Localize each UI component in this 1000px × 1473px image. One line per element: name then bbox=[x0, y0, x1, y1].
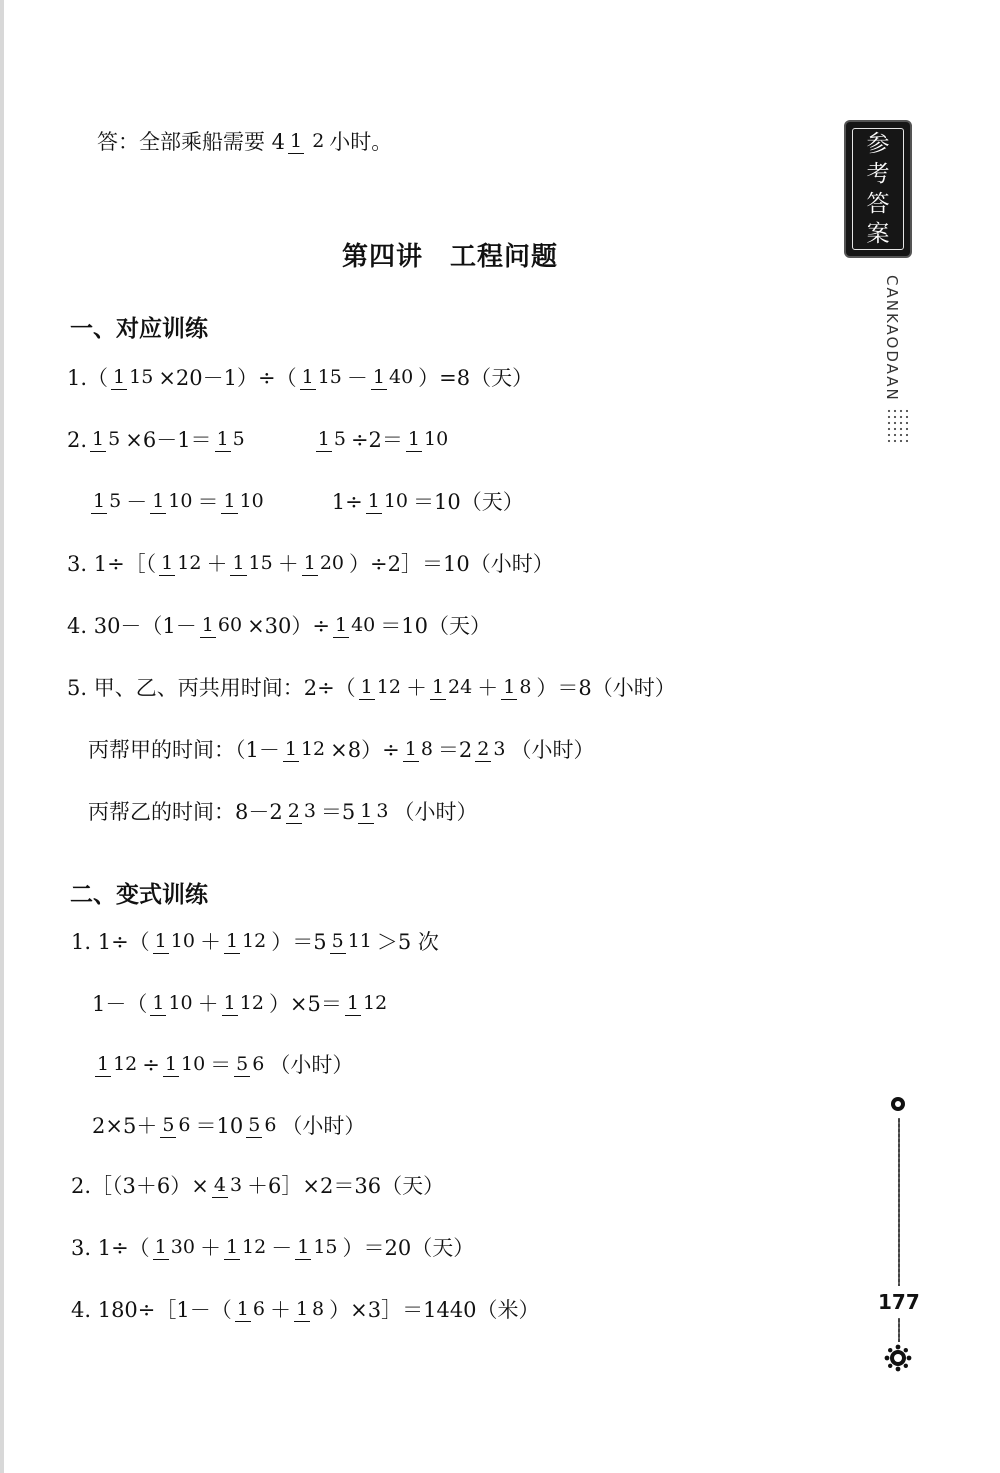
numerator: 1 bbox=[346, 992, 359, 1014]
denominator: 3 bbox=[493, 738, 506, 760]
answer-line bbox=[96, 130, 393, 154]
equation-text: ×30）÷ bbox=[247, 613, 330, 638]
equation-text: ）÷2］＝10（小时） bbox=[349, 551, 554, 576]
equation-line bbox=[66, 366, 534, 390]
equation-text: （小时） bbox=[510, 737, 595, 762]
fraction bbox=[358, 800, 390, 824]
sun-icon bbox=[884, 1344, 912, 1372]
equation-text: ）＝20（天） bbox=[342, 1235, 475, 1260]
equation-text: ）×3］＝1440（米） bbox=[329, 1297, 540, 1322]
equation-text bbox=[249, 430, 314, 451]
section-heading-2: 二、变式训练 bbox=[70, 882, 208, 908]
fraction bbox=[501, 676, 533, 700]
numerator: 1 bbox=[372, 366, 385, 388]
fraction bbox=[91, 490, 123, 514]
tab-char: 参 bbox=[866, 130, 890, 157]
denominator: 10 bbox=[168, 992, 193, 1014]
fraction bbox=[246, 1114, 278, 1138]
fraction bbox=[150, 992, 194, 1016]
numerator: 1 bbox=[407, 428, 420, 450]
equation-line bbox=[66, 614, 492, 638]
denominator: 12 bbox=[239, 992, 264, 1014]
fraction bbox=[224, 1236, 268, 1260]
fraction bbox=[294, 1298, 326, 1322]
equation-text: － bbox=[126, 489, 148, 514]
fraction bbox=[430, 676, 474, 700]
numerator: 1 bbox=[360, 800, 373, 822]
equation-text: ＝5 bbox=[320, 799, 356, 824]
denominator: 3 bbox=[376, 800, 389, 822]
equation-text: ＋ bbox=[405, 675, 427, 700]
page-number: 177 bbox=[878, 1290, 920, 1314]
denominator: 8 bbox=[519, 676, 532, 698]
numerator: 1 bbox=[164, 1053, 177, 1075]
equation-line bbox=[66, 428, 452, 452]
numerator: 1 bbox=[201, 614, 214, 636]
numerator: 1 bbox=[93, 490, 106, 512]
fraction bbox=[300, 366, 344, 390]
dotted-rule-top bbox=[898, 1118, 900, 1286]
fraction bbox=[371, 366, 415, 390]
denominator: 8 bbox=[420, 738, 433, 760]
equation-text: ×20－1）÷（ bbox=[158, 365, 297, 390]
tab-char: 答 bbox=[866, 190, 890, 217]
denominator: 3 bbox=[229, 1174, 243, 1196]
tab-border bbox=[852, 128, 904, 250]
equation-text: ＝10 bbox=[195, 1113, 244, 1138]
equation-text: ＋ bbox=[199, 929, 221, 954]
denominator: 6 bbox=[252, 1053, 265, 1075]
denominator: 12 bbox=[113, 1053, 138, 1075]
equation-text: ）＝8（小时） bbox=[536, 675, 676, 700]
numerator: 1 bbox=[154, 1236, 167, 1258]
numerator: 2 bbox=[477, 738, 490, 760]
denominator: 5 bbox=[109, 490, 122, 512]
denominator: 24 bbox=[448, 676, 473, 698]
numerator: 5 bbox=[248, 1114, 261, 1136]
numerator: 1 bbox=[503, 676, 516, 698]
numerator: 1 bbox=[152, 490, 165, 512]
fraction bbox=[330, 930, 374, 954]
equation-text: ＝10（天） bbox=[380, 613, 492, 638]
equation-line bbox=[66, 800, 478, 824]
denominator: 10 bbox=[424, 428, 449, 450]
dot-grid-ornament bbox=[886, 408, 908, 444]
equation-line bbox=[70, 1298, 541, 1322]
equation-text: 1÷ bbox=[268, 489, 363, 514]
denominator: 12 bbox=[376, 676, 401, 698]
answer-suffix: 小时。 bbox=[329, 129, 393, 154]
fraction bbox=[212, 1174, 244, 1198]
fraction bbox=[295, 1236, 339, 1260]
answer-key-tab bbox=[846, 122, 910, 256]
denominator: 11 bbox=[347, 930, 372, 952]
fraction bbox=[224, 930, 268, 954]
fraction bbox=[345, 992, 389, 1016]
numerator: 1 bbox=[223, 490, 236, 512]
denominator: 6 bbox=[178, 1114, 191, 1136]
fraction bbox=[200, 614, 244, 638]
equation-text: 3. 1÷［（ bbox=[67, 551, 157, 576]
equation-text bbox=[66, 492, 89, 513]
equation-text: ＝ bbox=[210, 1052, 232, 1077]
denominator: 40 bbox=[351, 614, 376, 636]
denominator: 12 bbox=[177, 552, 202, 574]
fraction bbox=[163, 1053, 207, 1077]
fraction bbox=[235, 1298, 267, 1322]
fraction bbox=[230, 552, 274, 576]
fraction bbox=[403, 738, 435, 762]
equation-line bbox=[70, 1053, 354, 1077]
fraction bbox=[283, 738, 327, 762]
lecture-title: 第四讲 工程问题 bbox=[341, 242, 558, 272]
equation-text: 4. 180÷［1－（ bbox=[71, 1297, 232, 1322]
equation-line bbox=[66, 552, 555, 576]
denominator: 10 bbox=[168, 490, 193, 512]
fraction bbox=[111, 366, 155, 390]
denominator: 12 bbox=[363, 992, 388, 1014]
equation-text: ＋6］×2＝36（天） bbox=[247, 1173, 445, 1198]
numerator: 1 bbox=[303, 552, 316, 574]
answer-fraction: 1 2 bbox=[290, 130, 325, 152]
denominator: 5 bbox=[333, 428, 346, 450]
equation-text: （小时） bbox=[269, 1052, 354, 1077]
denominator: 10 bbox=[180, 1053, 206, 1075]
fraction bbox=[302, 552, 346, 576]
fraction bbox=[359, 676, 403, 700]
denominator: 6 bbox=[264, 1114, 277, 1136]
numerator: 1 bbox=[367, 490, 380, 512]
fraction bbox=[95, 1053, 139, 1077]
denominator: 15 bbox=[248, 552, 273, 574]
equation-text: ÷ bbox=[142, 1052, 160, 1077]
tab-char: 考 bbox=[866, 160, 890, 187]
equation-line bbox=[70, 1114, 366, 1138]
numerator: 1 bbox=[431, 676, 445, 698]
denominator: 15 bbox=[317, 366, 342, 388]
denominator: 3 bbox=[303, 800, 316, 822]
equation-text: ＋ bbox=[269, 1297, 291, 1322]
fraction bbox=[150, 490, 194, 514]
denominator: 12 bbox=[242, 930, 267, 952]
equation-text: ＋ bbox=[277, 551, 299, 576]
numerator: 1 bbox=[113, 366, 126, 388]
equation-text: ）＝5 bbox=[271, 929, 327, 954]
denominator: 6 bbox=[252, 1298, 265, 1320]
denominator: 20 bbox=[319, 552, 345, 574]
numerator: 1 bbox=[360, 676, 373, 698]
numerator: 2 bbox=[287, 800, 300, 822]
numerator: 1 bbox=[295, 1298, 309, 1320]
equation-text: ＋ bbox=[206, 551, 228, 576]
equation-line bbox=[66, 676, 677, 700]
numerator: 1 bbox=[225, 1236, 239, 1258]
fraction bbox=[286, 800, 318, 824]
equation-text: （小时） bbox=[281, 1113, 366, 1138]
fraction bbox=[221, 490, 265, 514]
denominator: 30 bbox=[170, 1236, 195, 1258]
numerator: 1 bbox=[216, 428, 229, 450]
numerator: 5 bbox=[331, 930, 344, 952]
numerator: 1 bbox=[152, 992, 165, 1014]
tab-char: 案 bbox=[866, 220, 890, 247]
equation-text: 3. 1÷（ bbox=[71, 1235, 150, 1260]
binding-edge bbox=[0, 0, 4, 1473]
section-heading-1: 一、对应训练 bbox=[70, 316, 208, 342]
equation-line bbox=[70, 1174, 445, 1198]
equation-text: ＋ bbox=[477, 675, 499, 700]
equation-text: 1－（ bbox=[71, 991, 148, 1016]
fraction bbox=[475, 738, 507, 762]
numerator: 4 bbox=[213, 1174, 226, 1196]
fraction bbox=[366, 490, 410, 514]
equation-text: 4. 30－（1－ bbox=[67, 613, 197, 638]
equation-text: － bbox=[271, 1235, 293, 1260]
equation-text: ×8）÷ bbox=[330, 737, 400, 762]
fraction bbox=[234, 1053, 266, 1077]
numerator: 1 bbox=[297, 1236, 310, 1258]
equation-text: ＋ bbox=[197, 991, 219, 1016]
numerator: 1 bbox=[92, 428, 105, 450]
equation-line bbox=[66, 490, 525, 514]
denominator: 40 bbox=[388, 366, 414, 388]
numerator: 1 bbox=[154, 930, 167, 952]
numerator: 1 bbox=[404, 738, 417, 760]
numerator: 1 bbox=[301, 366, 314, 388]
flower-icon bbox=[888, 1094, 908, 1114]
equation-text: ÷2＝ bbox=[350, 427, 403, 452]
equation-text: ＝2 bbox=[437, 737, 473, 762]
equation-text: 2. bbox=[67, 427, 88, 452]
numerator: 1 bbox=[161, 552, 174, 574]
fraction bbox=[159, 552, 203, 576]
fraction bbox=[215, 428, 247, 452]
equation-text: 1. 1÷（ bbox=[71, 929, 150, 954]
denominator: 10 bbox=[239, 490, 264, 512]
fraction bbox=[160, 1114, 192, 1138]
numerator: 1 bbox=[232, 552, 245, 574]
equation-text bbox=[70, 1055, 93, 1076]
denominator: 10 bbox=[170, 930, 195, 952]
denominator: 15 bbox=[129, 366, 154, 388]
numerator: 5 bbox=[162, 1114, 175, 1136]
equation-text: ＝ bbox=[197, 489, 219, 514]
denominator: 60 bbox=[217, 614, 243, 636]
numerator: 1 bbox=[97, 1053, 110, 1075]
answer-text: 答：全部乘船需要 4 bbox=[97, 129, 286, 154]
equation-text: 丙帮甲的时间：（1－ bbox=[67, 737, 280, 762]
equation-text: ×6－1＝ bbox=[125, 427, 212, 452]
equation-text: （小时） bbox=[393, 799, 478, 824]
equation-line bbox=[70, 1236, 475, 1260]
equation-text: 2×5＋ bbox=[71, 1113, 158, 1138]
equation-line bbox=[70, 992, 391, 1016]
denominator: 5 bbox=[108, 428, 121, 450]
denominator: 12 bbox=[300, 738, 326, 760]
equation-text: － bbox=[346, 365, 368, 390]
denominator: 15 bbox=[313, 1236, 338, 1258]
fraction bbox=[153, 1236, 197, 1260]
numerator: 1 bbox=[223, 992, 236, 1014]
equation-text: 5. 甲、乙、丙共用时间：2÷（ bbox=[67, 675, 356, 700]
equation-text: ＋ bbox=[199, 1235, 221, 1260]
numerator: 1 bbox=[335, 614, 348, 636]
equation-text: 丙帮乙的时间：8－2 bbox=[67, 799, 283, 824]
numerator: 5 bbox=[236, 1053, 249, 1075]
equation-line bbox=[66, 738, 595, 762]
denominator: 12 bbox=[242, 1236, 267, 1258]
equation-text: 2.［（3＋6）× bbox=[71, 1173, 209, 1198]
numerator: 1 bbox=[284, 738, 297, 760]
denominator: 5 bbox=[232, 428, 245, 450]
pinyin-label: CANKAODAAN bbox=[883, 275, 901, 402]
fraction bbox=[316, 428, 348, 452]
numerator: 1 bbox=[236, 1298, 249, 1320]
fraction bbox=[333, 614, 377, 638]
equation-text: 1.（ bbox=[67, 365, 109, 390]
denominator: 10 bbox=[383, 490, 408, 512]
denominator: 8 bbox=[312, 1298, 325, 1320]
fraction bbox=[90, 428, 122, 452]
equation-text: ）×5＝ bbox=[268, 991, 342, 1016]
equation-text: ）=8（天） bbox=[418, 365, 534, 390]
equation-line bbox=[70, 930, 440, 954]
fraction bbox=[406, 428, 450, 452]
equation-text: ＝10（天） bbox=[413, 489, 524, 514]
numerator: 1 bbox=[225, 930, 239, 952]
fraction bbox=[222, 992, 266, 1016]
dotted-rule-bottom bbox=[898, 1318, 900, 1342]
equation-text: ＞5 次 bbox=[376, 929, 439, 954]
numerator: 1 bbox=[317, 428, 330, 450]
fraction bbox=[153, 930, 197, 954]
